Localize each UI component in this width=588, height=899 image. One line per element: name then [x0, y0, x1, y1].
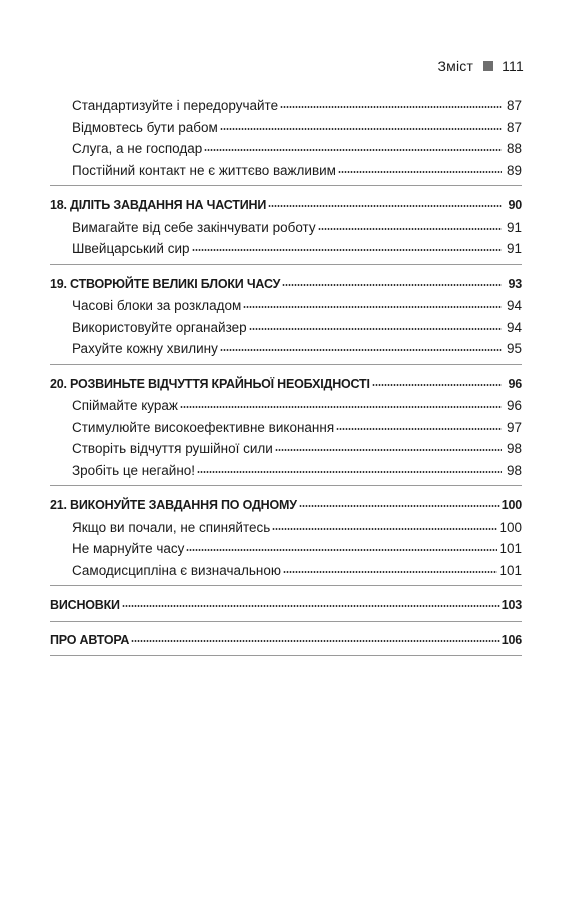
toc-entry-page: 98 [506, 441, 522, 456]
toc-group-chapter-19 [50, 274, 522, 365]
toc-group-about-author [50, 630, 522, 657]
toc-entry-page: 87 [506, 119, 522, 135]
toc-entry[interactable] [50, 295, 522, 317]
dot-leader [243, 305, 502, 309]
toc-entry-title: Швейцарський сир [72, 241, 190, 256]
toc-entry-page: 91 [506, 219, 522, 235]
toc-chapter-title: ПРО АВТОРА [50, 632, 130, 647]
toc-entry[interactable] [50, 338, 522, 360]
square-icon [483, 61, 493, 71]
toc-entry[interactable] [50, 460, 522, 482]
toc-entry-title: Часові блоки за розкладом [72, 298, 242, 313]
toc-entry-page: 89 [506, 162, 522, 178]
toc-entry-page: 88 [506, 141, 522, 156]
toc-about-author[interactable] [50, 630, 522, 652]
dot-leader [280, 105, 502, 109]
toc-chapter-page: 93 [508, 276, 522, 291]
toc-group-chapter-20 [50, 374, 522, 487]
toc-entry[interactable] [50, 117, 522, 139]
dot-leader [192, 248, 502, 252]
toc-entry-page: 100 [499, 519, 522, 535]
toc-conclusions[interactable] [50, 595, 522, 617]
toc-entry-page: 98 [506, 462, 522, 478]
toc-entry[interactable] [50, 160, 522, 182]
dot-leader [299, 504, 500, 508]
toc-entry[interactable] [50, 538, 522, 560]
toc-entry[interactable] [50, 560, 522, 582]
table-of-contents [50, 95, 522, 664]
toc-entry[interactable] [50, 417, 522, 439]
toc-chapter-title: ВИСНОВКИ [50, 598, 120, 612]
toc-chapter-page: 100 [501, 498, 522, 512]
toc-entry-page: 94 [506, 319, 522, 335]
toc-entry-title: Якщо ви почали, не спиняйтесь [72, 519, 271, 535]
toc-entry[interactable] [50, 317, 522, 339]
toc-entry-page: 96 [506, 398, 522, 413]
dot-leader [220, 127, 502, 131]
toc-chapter-title: 20. РОЗВИНЬТЕ ВІДЧУТТЯ КРАЙНЬОЇ НЕОБХІДНОСТІ [50, 376, 370, 391]
toc-group-chapter-21 [50, 495, 522, 586]
toc-entry-page: 101 [499, 541, 522, 556]
dot-leader [268, 204, 502, 208]
toc-entry-title: Стандартизуйте і передоручайте [72, 98, 279, 113]
toc-entry-title: Відмовтесь бути рабом [72, 119, 218, 135]
dot-leader [338, 170, 502, 174]
toc-entry[interactable] [50, 138, 522, 160]
dot-leader [372, 383, 502, 387]
toc-chapter-page: 106 [501, 632, 522, 647]
toc-entry-title: Постійний контакт не є життєво важливим [72, 162, 336, 178]
toc-entry-title: Рахуйте кожну хвилину [72, 341, 218, 356]
toc-chapter-title: 18. ДІЛІТЬ ЗАВДАННЯ НА ЧАСТИНИ [50, 198, 267, 212]
toc-entry-page: 91 [506, 241, 522, 256]
dot-leader [272, 527, 497, 531]
dot-leader [197, 470, 502, 474]
toc-entry[interactable] [50, 95, 522, 117]
toc-group-conclusions [50, 595, 522, 622]
toc-entry[interactable] [50, 238, 522, 260]
toc-entry-title: Самодисципліна є визначальною [72, 562, 281, 578]
toc-entry[interactable] [50, 517, 522, 539]
toc-entry-title: Стимулюйте високоефективне виконання [72, 419, 335, 435]
toc-entry-title: Слуга, а не господар [72, 141, 203, 156]
toc-chapter-title: 19. СТВОРЮЙТЕ ВЕЛИКІ БЛОКИ ЧАСУ [50, 276, 281, 291]
dot-leader [180, 405, 502, 409]
toc-chapter-21[interactable] [50, 495, 522, 517]
toc-entry[interactable] [50, 438, 522, 460]
toc-entry[interactable] [50, 395, 522, 417]
dot-leader [336, 427, 502, 431]
toc-entry-title: Вимагайте від себе закінчувати роботу [72, 219, 316, 235]
toc-chapter-title: 21. ВИКОНУЙТЕ ЗАВДАННЯ ПО ОДНОМУ [50, 498, 297, 512]
toc-entry-page: 97 [506, 419, 522, 435]
dot-leader [275, 448, 502, 452]
toc-chapter-18[interactable] [50, 195, 522, 217]
toc-chapter-page: 96 [508, 376, 522, 391]
toc-entry[interactable] [50, 217, 522, 239]
dot-leader [204, 148, 502, 152]
dot-leader [186, 548, 497, 552]
dot-leader [283, 570, 497, 574]
dot-leader [220, 348, 502, 352]
toc-entry-title: Створіть відчуття рушійної сили [72, 441, 273, 456]
toc-chapter-page: 90 [508, 198, 522, 212]
toc-chapter-20[interactable] [50, 374, 522, 396]
toc-entry-page: 95 [506, 341, 522, 356]
dot-leader [131, 639, 499, 643]
dot-leader [282, 283, 502, 287]
toc-chapter-page: 103 [501, 598, 522, 612]
running-head-section: Зміст [437, 58, 474, 74]
dot-leader [122, 604, 500, 608]
toc-entry-page: 87 [506, 98, 522, 113]
running-head-page-number: 111 [502, 58, 524, 74]
toc-entry-title: Зробіть це негайно! [72, 462, 196, 478]
toc-entry-title: Використовуйте органайзер [72, 319, 247, 335]
toc-entry-title: Не марнуйте часу [72, 541, 185, 556]
running-head [438, 58, 525, 74]
toc-chapter-19[interactable] [50, 274, 522, 296]
dot-leader [249, 327, 502, 331]
toc-group-chapter-18 [50, 195, 522, 265]
toc-entry-title: Спіймайте кураж [72, 398, 178, 413]
dot-leader [318, 227, 502, 231]
toc-entry-page: 101 [499, 562, 522, 578]
toc-entry-page: 94 [506, 298, 522, 313]
toc-group-continued [50, 95, 522, 186]
